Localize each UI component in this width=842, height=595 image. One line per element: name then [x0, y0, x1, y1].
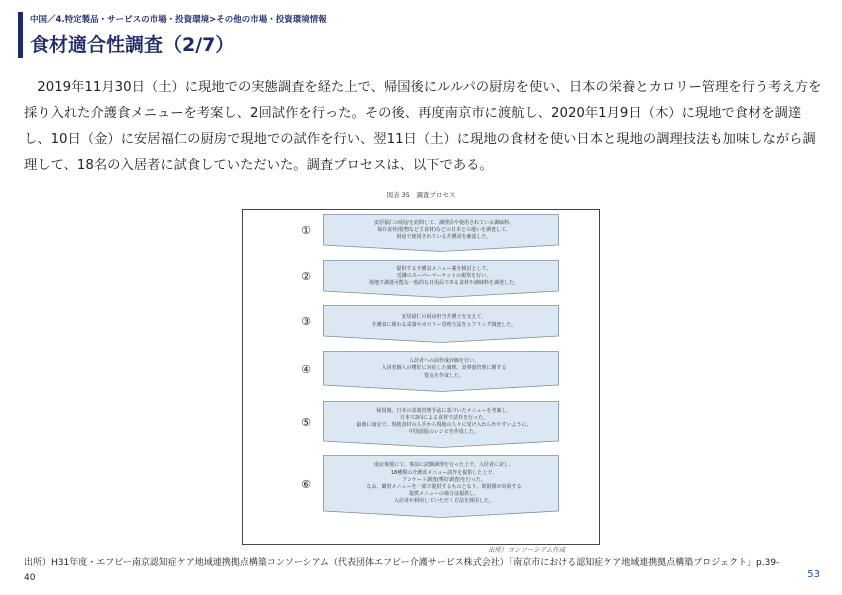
step-description: [333, 266, 555, 288]
step-text-line: 入居者への前作成評価を行い、: [408, 358, 479, 365]
step-description: [333, 220, 555, 242]
step-text-line: 中国語版のレシピを作成した。: [409, 429, 479, 436]
process-step: [249, 351, 593, 392]
step-text-line: 保存食材(乾物など主食材)などの日本との違いを調査して、: [377, 226, 511, 233]
process-step: [249, 305, 593, 343]
step-text-line: 提供する介護食メニュー案を検討として、: [396, 265, 492, 272]
title-accent-bar: [18, 12, 23, 58]
step-text-line: 要点を作成した。: [423, 372, 464, 379]
body-paragraph: 2019年11月30日（土）に現地での実態調査を経た上で、帰国後にルルパの厨房を使い、日本の栄養とカロリー管理を行う考え方を採り入れた介護食メニューを考案し、2回試作を行った。その後、再度南京市に渡航し、2020年1月9日（木）に現地で食材を調達し、10日（金）に安居福仁の厨房で現地での試作を行い、翌11日（土）に現地の食材を使い日本と現地の調理技法も加味しながら調理して、18名の入居者に試食していただいた。調査プロセスは、以下である。: [24, 80, 822, 173]
step-text-line: 南京現地にて、事前に試験調理を行った上で、入居者に対し、: [374, 462, 514, 469]
page-title: 食材適合性調査（2/7）: [30, 34, 235, 56]
step-text-line: 提供メニューの場合は提供し、: [408, 491, 479, 498]
source-note: 出所）H31年度・エフビー南京認知症ケア地域連携拠点構築コンソーシアム（代表団体エフビー介護サービス株式会社）「南京市における認知症ケア地域連携拠点構築プロジェクト」p.39-40: [24, 558, 780, 583]
step-number: ③: [301, 315, 311, 328]
figure-title: 図表 35 調査プロセス: [386, 191, 456, 199]
process-step: [249, 401, 593, 448]
step-description: [333, 314, 555, 328]
step-text-line: 安居福仁の厨房担当介護士を交えて、: [401, 314, 487, 321]
step-number: ②: [301, 270, 311, 283]
step-description: [333, 462, 555, 505]
step-number: ④: [301, 362, 311, 376]
breadcrumb: 中国／4.特定製品・サービスの市場・投資環境>その他の市場・投資環境情報: [30, 15, 327, 25]
step-text-line: 現地で調達可能な一般的な日用品である食材や調味料を調達した。: [368, 280, 519, 287]
step-text-line: アンケート調査(嗜好調査)を行った。: [402, 476, 486, 483]
step-text-line: 入居者個人の嗜好に対応した調理、食事量管理に関する: [381, 365, 507, 372]
step-text-line: 介護食に係わる栄養やカロリー管理方法をヒアリング調査した。: [371, 321, 517, 328]
step-number: ⑥: [301, 477, 311, 491]
step-text-line: 厨房で使用されている介護食を確認した。: [396, 234, 492, 241]
step-text-line: 最後に南京で、現地食材の入手から現地の人々に受け入れられやすいように、: [356, 422, 532, 428]
process-step: [249, 260, 593, 298]
step-number: ①: [301, 224, 311, 237]
figure-credit: 出所）コンソーシアム作成: [488, 546, 566, 554]
process-step: [249, 455, 593, 518]
step-number: ⑤: [301, 415, 311, 429]
step-text-line: 入居者が利用していただく方法を採用した。: [393, 498, 494, 505]
step-text-line: 帰国後、日本の栄養管理手法に基づいたメニューを考案し、: [376, 407, 512, 414]
step-text-line: 日本で2回による食材で試作を行った。: [399, 414, 489, 421]
step-text-line: 安居福仁の厨房を訪問して、調理員や使用されている調味料、: [374, 219, 514, 226]
step-text-line: なお、観察メニューを一部で提供するものとなり、既婚関が出荷する: [366, 484, 522, 490]
process-step: [249, 214, 593, 252]
step-text-line: 近隣のスーパーマーケットの視察を行い、: [396, 272, 492, 279]
step-description: [333, 358, 555, 380]
page-number: 53: [807, 569, 820, 580]
step-text-line: 18種類の介護食メニュー試作を提供した上で、: [390, 469, 498, 476]
step-description: [333, 408, 555, 437]
process-figure: [242, 191, 600, 545]
